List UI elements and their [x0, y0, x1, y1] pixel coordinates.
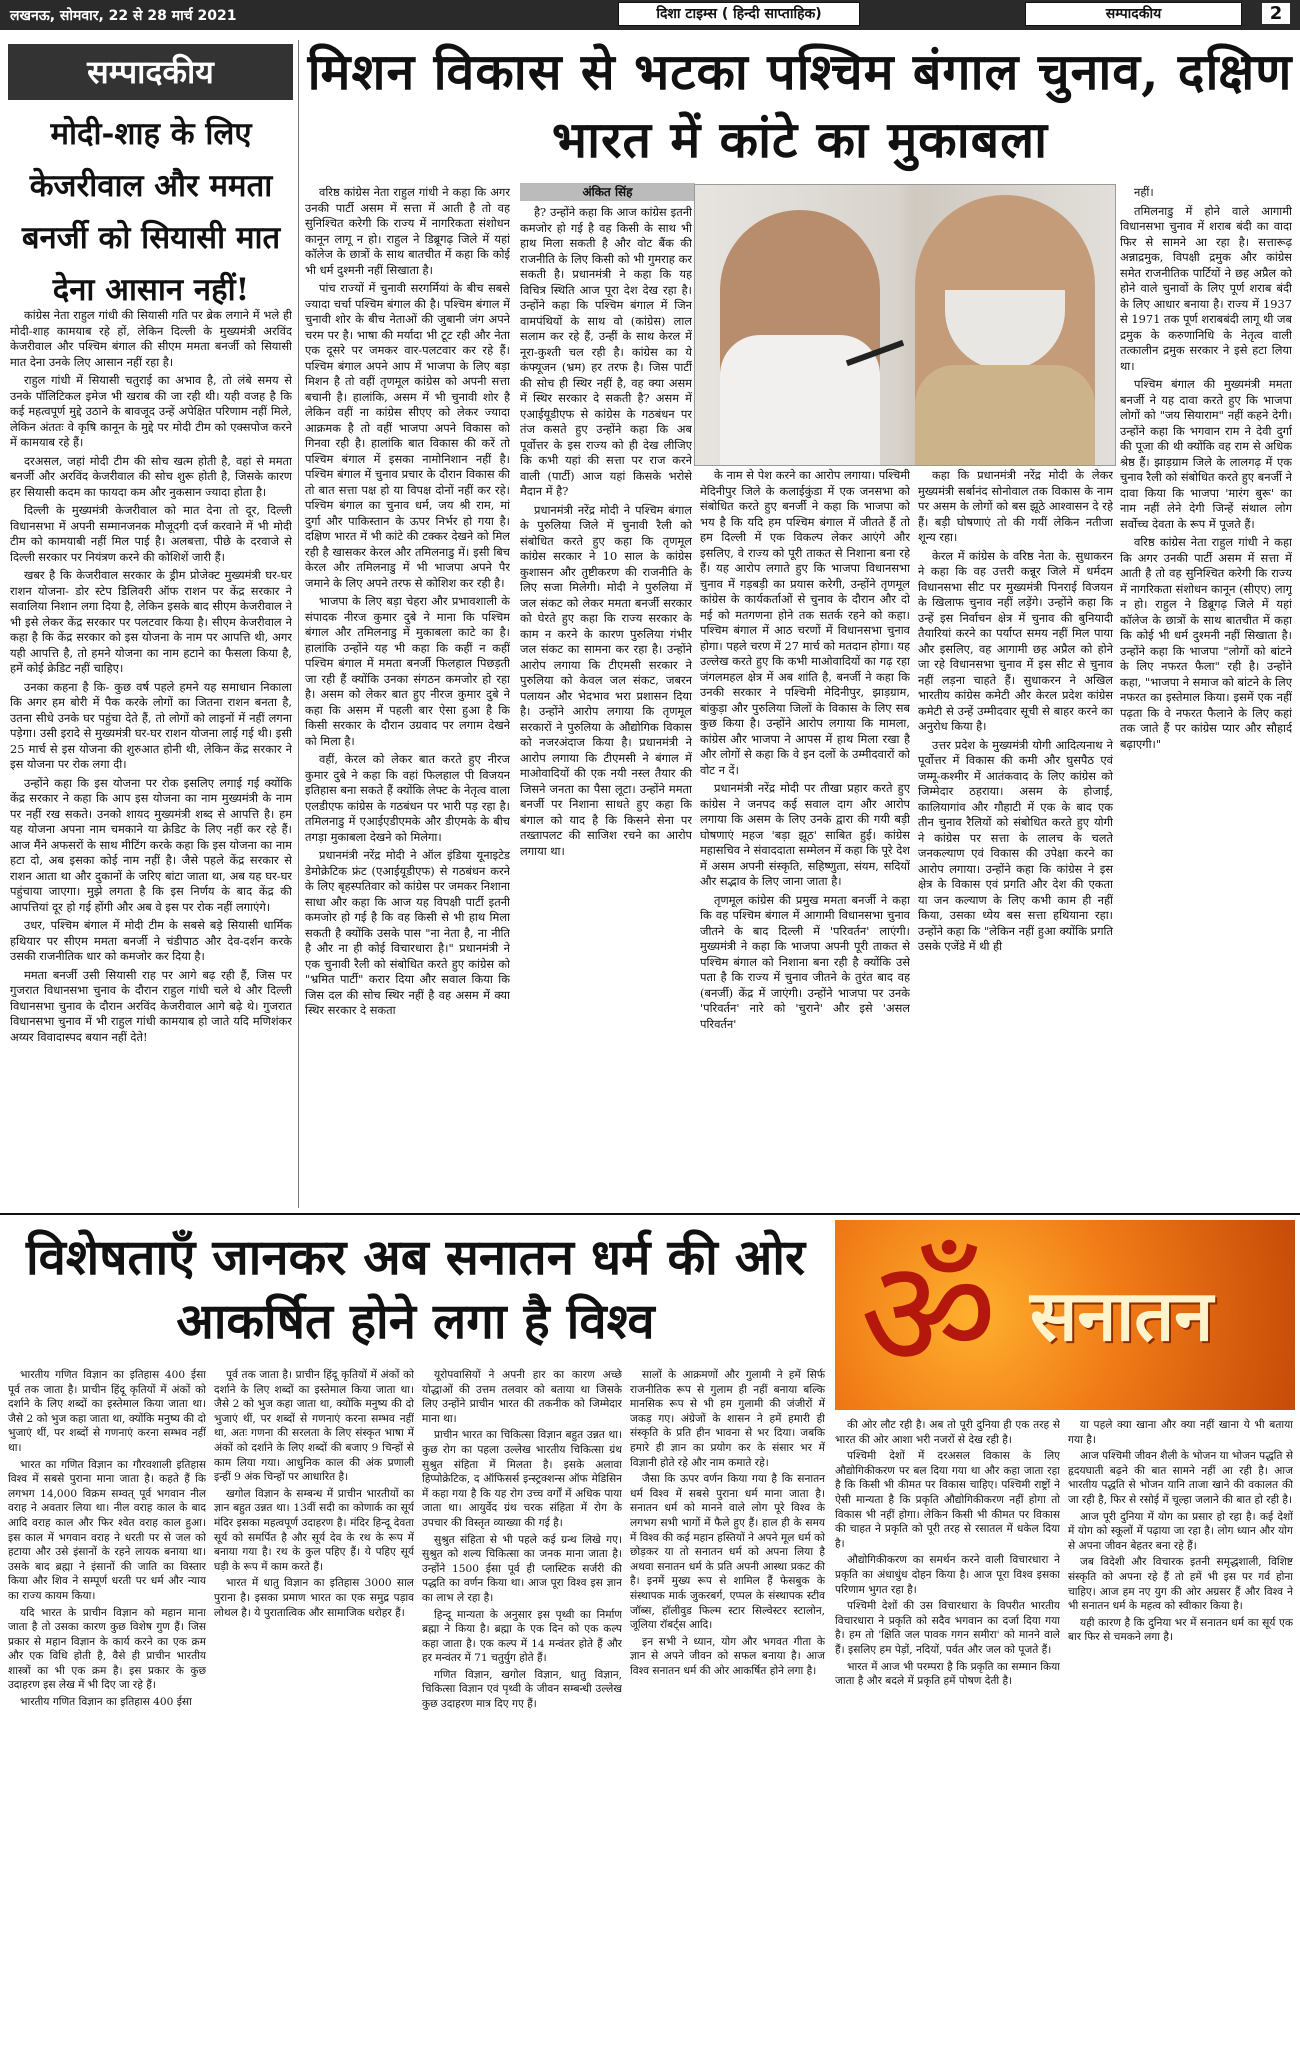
- bengal-column-1: [305, 185, 510, 1205]
- paragraph: तृणमूल कांग्रेस की प्रमुख ममता बनर्जी ने कहा कि वह पश्चिम बंगाल में आगामी विधानसभा चुनाव जीतने के बाद दिल्ली में 'परिवर्तन' लाएंगी। मुख्यमंत्री ने कहा कि भाजपा अपनी पूरी ताकत से पश्चिम बंगाल को निशाना बना रही है क्योंकि उसे पता है कि राज्य में चुनाव जीतने के तुरंत बाद वह (बनर्जी) केंद्र में जाएंगी। उन्होंने भाजपा पर उनके 'परिवर्तन' नारे को 'चुराने' और इसे 'असल परिवर्तन': [700, 892, 910, 1031]
- paragraph: प्रधानमंत्री नरेंद्र मोदी पर तीखा प्रहार करते हुए कांग्रेस ने जनपद कई सवाल दाग और आरोप लगाया कि असम के लिए उनके द्वारा की गयी बड़ी घोषणाएं महज 'बड़ा झूठ' साबित हुई। कांग्रेस महासचिव ने संवाददाता सम्मेलन में कहा कि पूरे देश में असम अपनी संस्कृति, सहिष्णुता, संयम, सदियों और सद्भाव के लिए जाना जाता है।: [700, 781, 910, 888]
- paragraph: जैसा कि ऊपर वर्णन किया गया है कि सनातन धर्म विश्व में सबसे पुराना धर्म माना जाता है। सनातन धर्म को मानने वाले लोग पूरे विश्व के लगभग सभी भागों में फैले हुए हैं। हाल ही के समय में विश्व की कई महान हस्तियों ने अपने मूल धर्म को छोड़कर या तो सनातन धर्म को अपना लिया है अथवा सनातन धर्म के प्रति अपनी आस्था प्रकट की है। इनमें मुख्य रूप से शामिल हैं फेसबुक के संस्थापक मार्क जुकरबर्ग, एप्पल के संस्थापक स्टीव जॉब्स, हॉलीवुड फिल्म स्टार सिल्वेस्टर स्टालोन, जूलिया रॉबर्ट्स आदि।: [630, 1473, 825, 1632]
- paragraph: उत्तर प्रदेश के मुख्यमंत्री योगी आदित्यनाथ ने पूर्वोत्तर में विकास की कमी और घुसपैठ एवं जम्मू-कश्मीर में आतंकवाद के लिए कांग्रेस को जिम्मेदार ठहराया। असम के होजाई, कालियागांव और गौहाटी में एक के बाद एक तीन चुनाव रैलियों को संबोधित करते हुए योगी ने कांग्रेस पर सत्ता के लालच के चलते जनकल्याण एवं विकास की उपेक्षा करने का आरोप लगाया। उन्होंने कहा कि कांग्रेस ने इस क्षेत्र के विकास एवं प्रगति और देश की एकता या जन कल्याण के लिए कभी काम ही नहीं किया, उसका ध्येय बस सत्ता हथियाना रहा। उन्होंने कहा कि "लेकिन नहीं हुआ क्योंकि प्रगति उसके एजेंडे में थी ही: [918, 737, 1113, 953]
- om-symbol-icon: ॐ: [860, 1228, 997, 1402]
- paragraph: उधर, पश्चिम बंगाल में मोदी टीम के सबसे बड़े सियासी धार्मिक हथियार पर सीएम ममता बनर्जी ने चंडीपाठ और देव-दर्शन करके उसकी राजनीतिक धार को कमजोर कर दिया है।: [10, 918, 292, 963]
- paragraph: यदि भारत के प्राचीन विज्ञान को महान माना जाता है तो उसका कारण कुछ विशेष गुण हैं। जिस प्रकार से महान विज्ञान के कार्य करने का एक क्रम और एक विधि होती है, वैसे ही प्राचीन भारतीय शास्त्रों का भी एक क्रम है। इस प्रकार के कुछ उदाहरण इस लेख में भी दिए जा रहे हैं।: [8, 1606, 206, 1692]
- paragraph: यूरोपवासियों ने अपनी हार का कारण अच्छे योद्धाओं की उत्तम तलवार को बताया था जिसके लिए उन्होंने प्राचीन भारत की तकनीक को जिम्मेदार माना था।: [422, 1369, 622, 1425]
- paragraph: राहुल गांधी में सियासी चतुराई का अभाव है, तो लंबे समय से उनके पॉलिटिकल इमेज भी खराब की जा रही थी। यही वजह है कि कई महत्वपूर्ण मुद्दे उठाने के बावजूद उन्हें अपेक्षित परिणाम नहीं मिले, लेकिन अंततः वे कृषि कानून के मुद्दे पर मोदी टीम को एक्सपोज करने में कामयाब रहे हैं।: [10, 373, 292, 449]
- bengal-column-5: [918, 468, 1113, 1205]
- paragraph: या पहले क्या खाना और क्या नहीं खाना ये भी बताया गया है।: [1068, 1419, 1293, 1446]
- page-number: 2: [1262, 3, 1290, 24]
- sanatan-column-3: [422, 1368, 622, 2043]
- paragraph: जब विदेशी और विचारक इतनी समृद्धशाली, विशिष्ट संस्कृति को अपना रहे हैं तो हमें भी इस पर गर्व होना चाहिए। आज हम नए युग की ओर अग्रसर हैं और विश्व ने भी सनातन धर्म के महत्व को स्वीकार किया है।: [1068, 1556, 1293, 1613]
- paragraph: सुश्रुत संहिता से भी पहले कई ग्रन्थ लिखे गए। सुश्रुत को शल्य चिकित्सा का जनक माना जाता है। उन्होंने 1500 ईसा पूर्व ही प्लास्टिक सर्जरी की पद्धति का वर्णन किया था। आज पूरा विश्व इस ज्ञान का लाभ ले रहा है।: [422, 1533, 622, 1604]
- editorial-body: [10, 308, 292, 1203]
- sanatan-column-6: [1068, 1418, 1293, 2043]
- paragraph: खबर है कि केजरीवाल सरकार के ड्रीम प्रोजेक्ट मुख्यमंत्री घर-घर राशन योजना- डोर स्टेप डिलिवरी ऑफ राशन पर केंद्र सरकार ने सवालिया निशान लगा दिया है, लेकिन इसके बाद सीएम केजरीवाल ने भी इसे लेकर केंद्र सरकार पर पलटवार किया है। सीएम केजरीवाल ने कहा है कि केंद्र सरकार को इस योजना के नाम पर आपत्ति थी, अगर यही आपत्ति है, तो हमने योजना का नाम हटाने का फैसला किया है, हमें कोई क्रेडिट नहीं चाहिए।: [10, 568, 292, 675]
- paragraph: सालों के आक्रमणों और गुलामी ने हमें सिर्फ राजनीतिक रूप से गुलाम ही नहीं बनाया बल्कि मानसिक रूप से भी हम गुलामी की जंजीरों में जकड़ गए। अंग्रेजों के शासन ने हमें हमारी ही संस्कृति के प्रति हीन भावना से भर दिया। जबकि हमारे ही ज्ञान का प्रयोग कर के संसार भर में विज्ञानी होते रहे और नाम कमाते रहे।: [630, 1369, 825, 1469]
- paragraph: हिन्दू मान्यता के अनुसार इस पृथ्वी का निर्माण ब्रह्मा ने किया है। ब्रह्मा के एक दिन को एक कल्प कहा जाता है। एक कल्प में 14 मन्वंतर होते हैं और हर मन्वंतर में 71 चतुर्युग होते हैं।: [422, 1608, 622, 1665]
- paragraph: भाजपा के लिए बड़ा चेहरा और प्रभावशाली के संपादक नीरज कुमार दुबे ने माना कि पश्चिम बंगाल और तमिलनाडु में मुकाबला काटे का है। हालांकि उन्होंने यह भी कहा कि कहीं न कहीं पश्चिम बंगाल में ममता बनर्जी फिलहाल पिछड़ती जा रही हैं क्योंकि उनका संगठन कमजोर हो रहा है। असम को लेकर बात हुए नीरज कुमार दुबे ने कहा कि असम में पहली बार ऐसा हुआ है कि किसी सरकार के दौरान उग्रवाद पर लगाम देखने को मिला है।: [305, 594, 510, 748]
- bengal-column-3: [520, 205, 692, 1205]
- paragraph: यही कारण है कि दुनिया भर में सनातन धर्म का सूर्य एक बार फिर से चमकने लगा है।: [1068, 1616, 1293, 1644]
- paragraph: आज पूरी दुनिया में योग का प्रसार हो रहा है। कई देशों में योग को स्कूलों में पढ़ाया जा रहा है। लोग ध्यान और योग से अपना जीवन बेहतर बना रहे हैं।: [1068, 1510, 1293, 1552]
- issue-date: लखनऊ, सोमवार, 22 से 28 मार्च 2021: [10, 8, 237, 24]
- paragraph: खगोल विज्ञान के सम्बन्ध में प्राचीन भारतीयों का ज्ञान बहुत उन्नत था। 13वीं सदी का कोणार्क का सूर्य मंदिर इसका महत्वपूर्ण उदाहरण है। मंदिर हिन्दू देवता सूर्य को समर्पित है और सूर्य देव के रथ के रूप में बनाया गया है। रथ के कुल पहिए हैं। ये पहिए सूर्य घड़ी के रूप में काम करते हैं।: [214, 1487, 414, 1573]
- person-left: [720, 210, 880, 465]
- paragraph: दिल्ली के मुख्यमंत्री केजरीवाल को मात देना तो दूर, दिल्ली विधानसभा में अपनी सम्मानजनक मौजूदगी दर्ज करवाने में भी मोदी टीम को कामयाबी नहीं मिल पाई है। अलबत्ता, पीछे के दरवाजे से दिल्ली सरकार पर नियंत्रण करने की कोशिशें जारी हैं।: [10, 503, 292, 564]
- paragraph: है? उन्होंने कहा कि आज कांग्रेस इतनी कमजोर हो गई है वह किसी के साथ भी हाथ मिला सकती है और वोट बैंक की राजनीति के लिए किसी को भी गुमराह कर सकती है। प्रधानमंत्री ने कहा कि यह विचित्र स्थिति आज पूरा देश देख रहा है। उन्होंने कहा कि पश्चिम बंगाल में जिन वामपंथियों के साथ वो (कांग्रेस) लाल सलाम कर रहे हैं, उन्हीं के साथ केरल में नूरा-कुश्ती चल रही है। कांग्रेस का ये कंफ्यूजन (भ्रम) हर तरफ है। जिस पार्टी की सोच ही स्थिर नहीं है, वह क्या असम में स्थिर सरकार दे सकती है? असम में एआईयूडीएफ से कांग्रेस के गठबंधन पर तंज कसते हुए उन्होंने कहा कि अब पूर्वोत्तर के इस राज्य को ही देख लीजिए कि कभी यहां की सत्ता पर राज करने वाली (पार्टी) आज यहां किसके भरोसे मैदान में है?: [520, 205, 692, 498]
- bengal-headline: मिशन विकास से भटका पश्चिम बंगाल चुनाव, दक्षिण भारत में कांटे का मुकाबला: [307, 42, 1293, 169]
- paragraph: आज पश्चिमी जीवन शैली के भोजन या भोजन पद्धति से हृदयघाती बढ़ने की बात सामने नहीं आ रही है। आज भारतीय पद्धति से भोजन यानि ताजा खाने की वकालत की जा रही है, फिर से रसोई में चूल्हा जलाने की बात हो रही है।: [1068, 1450, 1293, 1506]
- paragraph: कहा कि प्रधानमंत्री नरेंद्र मोदी के लेकर मुख्यमंत्री सर्बानंद सोनोवाल तक विकास के नाम पर असम के लोगों को बस झूठे आश्वासन दे रहे हैं। बड़ी घोषणाएं तो की गयीं लेकिन नतीजा शून्य रहा।: [918, 468, 1113, 544]
- paragraph: तमिलनाडु में होने वाले आगामी विधानसभा चुनाव में शराब बंदी का वादा फिर से सामने आ रहा है। सत्तारूढ़ अन्नाद्रमुक, विपक्षी द्रमुक और कांग्रेस समेत राजनीतिक पार्टियों ने छह अप्रैल को होने वाले चुनावों के लिए पूर्ण शराब बंदी के लिए आधार बनाया है। राज्य में 1937 से 1971 तक पूर्ण शराबबंदी लागू थी जब द्रमुक के करुणानिधि के नेतृत्व वाली तत्कालीन द्रमुक सरकार ने इसे हटा लिया था।: [1120, 203, 1292, 373]
- paragraph: पश्चिमी देशों की उस विचारधारा के विपरीत भारतीय विचारधारा ने प्रकृति को सदैव भगवान का दर्जा दिया गया है। हम तो 'क्षिति जल पावक गगन समीरा' को मानने वाले हैं। इसलिए हम पेड़ों, नदियों, पर्वत और जल को पूजते हैं।: [835, 1600, 1060, 1656]
- section-separator: [0, 1213, 1300, 1215]
- paragraph: उनका कहना है कि- कुछ वर्ष पहले हमने यह समाधान निकाला कि अगर हम बोरी में पैक करके लोगों का जितना राशन बनता है, उतना सीधे उनके घर पहुंचा देते हैं, तो लोगों को लाइनों में नहीं लगना पड़ेगा। उसी इरादे से मुख्यमंत्री घर-घर राशन योजना लाई गई थी। इसी 25 मार्च से इस योजना की शुरुआत होनी थी, लेकिन केंद्र सरकार ने इस योजना पर रोक लगा दी।: [10, 679, 292, 771]
- paragraph: वहीं, केरल को लेकर बात करते हुए नीरज कुमार दुबे ने कहा कि वहां फिलहाल पी विजयन इतिहास बना सकते हैं क्योंकि लेफ्ट के नेतृत्व वाला एलडीएफ कांग्रेस के गठबंधन पर भारी पड़ रहा है। तमिलनाडु में एआईएडीएमके और डीएमके के बीच तगड़ा मुकाबला देखने को मिलेगा।: [305, 752, 510, 844]
- paragraph: ममता बनर्जी उसी सियासी राह पर आगे बढ़ रही हैं, जिस पर गुजरात विधानसभा चुनाव के दौरान राहुल गांधी चले थे और दिल्ली विधानसभा चुनाव के दौरान अरविंद केजरीवाल आगे बढ़े थे। गुजरात विधानसभा चुनाव में भी राहुल गांधी कामयाब हो जाते यदि मणिशंकर अय्यर विवादास्पद बयान नहीं देते!: [10, 967, 292, 1044]
- paragraph: भारतीय गणित विज्ञान का इतिहास 400 ईसा पूर्व तक जाता है। प्राचीन हिंदू कृतियों में अंकों को दर्शाने के लिए शब्दों का इस्तेमाल किया जाता था। जैसे 2 को भुज कहा जाता था, क्योंकि मनुष्य की दो भुजाएं थीं, पर शब्दों से गणनाएं करना सम्भव नहीं था।: [8, 1369, 206, 1454]
- paragraph: वरिष्ठ कांग्रेस नेता राहुल गांधी ने कहा कि अगर उनकी पार्टी असम में सत्ता में आती है तो वह सुनिश्चित करेगी कि राज्य में नागरिकता संशोधन कानून लागू न हो। राहुल ने डिब्रूगढ़ जिले में यहां कॉलेज के छात्रों के साथ बातचीत में कहा कि कोई भी धर्म दुश्मनी नहीं सिखाता है।: [305, 185, 510, 277]
- sanatan-image-text: सनातन: [1030, 1274, 1214, 1357]
- leaders-photo: [694, 184, 1116, 466]
- paragraph: वरिष्ठ कांग्रेस नेता राहुल गांधी ने कहा कि अगर उनकी पार्टी असम में सत्ता में आती है तो वह सुनिश्चित करेगी कि राज्य में नागरिकता संशोधन कानून (सीएए) लागू न हो। राहुल ने डिब्रूगढ़ जिले में यहां कॉलेज के छात्रों के साथ बातचीत में कहा कि कोई भी धर्म दुश्मनी नहीं सिखाता है। उन्होंने कहा कि भाजपा "लोगों को बांटने के लिए नफरत फैला" रही है। उन्होंने कहा, "भाजपा ने समाज को बांटने के लिए नफरत का इस्तेमाल किया। इसमें एक नहीं पढ़ता कि वे नफरत फैलाने के लिए कहां तक जाते हैं पर कांग्रेस प्यार और सौहार्द बढ़ाएगी।": [1120, 535, 1292, 751]
- paragraph: प्राचीन भारत का चिकित्सा विज्ञान बहुत उन्नत था। कुछ रोग का पहला उल्लेख भारतीय चिकित्सा ग्रंथ सुश्रुत संहिता में मिलता है। इसके अलावा हिप्पोक्रेटिक, द ऑफिसर्स इन्स्ट्रक्शन्स ऑफ मेडिसिन में कहा गया है कि यह रोग उच्च वर्गों में अधिक पाया जाता था। आयुर्वेद ग्रंथ चरक संहिता में रोग के उपचार की विस्तृत व्याख्या की गई है।: [422, 1429, 622, 1529]
- paragraph: दरअसल, जहां मोदी टीम की सोच खत्म होती है, वहां से ममता बनर्जी और अरविंद केजरीवाल की सोच शुरू होती है, जिसके कारण हर सियासी कदम का फायदा कम और नुकसान ज्यादा होता है।: [10, 453, 292, 499]
- bengal-column-4: [700, 468, 910, 1205]
- paragraph: की ओर लौट रही है। अब तो पूरी दुनिया ही एक तरह से भारत की ओर आशा भरी नजरों से देख रही है।: [835, 1419, 1060, 1446]
- paragraph: भारतीय गणित विज्ञान का इतिहास 400 ईसा: [20, 1696, 192, 1709]
- paragraph: उन्होंने कहा कि इस योजना पर रोक इसलिए लगाई गई क्योंकि केंद्र सरकार ने कहा कि आप इस योजना का नाम मुख्यमंत्री के नाम पर नहीं रख सकते। उनको शायद मुख्यमंत्री शब्द से आपत्ति है। हम यह योजना अपना नाम चमकाने या क्रेडिट के लिए नहीं कर रहे हैं। आज मैंने अफसरों के साथ मीटिंग करके कहा कि इस योजना का नाम हटा दो, अब इसका कोई नाम नहीं है। जैसे पहले केंद्र सरकार से राशन आता था और दुकानों के जरिए बांटा जाता था, अब यह घर-घर पहुंचाया जाएगा। मुझे लगता है कि इस निर्णय के बाद केंद्र की आपत्तियां दूर हो गई होंगी और अब वे इस पर रोक नहीं लगाएंगे।: [10, 775, 292, 914]
- paragraph: प्रधानमंत्री नरेंद्र मोदी ने ऑल इंडिया यूनाइटेड डेमोक्रेटिक फ्रंट (एआईयूडीएफ) से गठबंधन करने के लिए बृहस्पतिवार को कांग्रेस पर जमकर निशाना साधा और कहा कि आज यह विपक्षी पार्टी इतनी कमजोर हो गई है कि वह किसी से भी हाथ मिला सकती है क्योंकि उसके पास "ना नेता है, ना नीति है और ना ही कोई विचारधारा है।" प्रधानमंत्री ने एक चुनावी रैली को संबोधित करते हुए कांग्रेस को "भ्रमित पार्टी" करार दिया और सवाल किया कि जिस दल की सोच स्थिर नहीं है वह असम में क्या स्थिर सरकार दे सकता: [305, 848, 510, 1017]
- sanatan-column-5: [835, 1418, 1060, 2043]
- paragraph: इन सभी ने ध्यान, योग और भगवत गीता के ज्ञान से अपने जीवन को सफल बनाया है। आज विश्व सनातन धर्म की ओर आकर्षित होने लगा है।: [630, 1635, 825, 1677]
- sanatan-column-2: [214, 1368, 414, 2043]
- byline: अंकित सिंह: [520, 183, 695, 201]
- sanatan-column-4: [630, 1368, 825, 2043]
- editorial-headline: मोदी-शाह के लिए केजरीवाल और ममता बनर्जी को सियासी मात देना आसान नहीं!: [21, 116, 281, 308]
- paragraph: नहीं।: [1134, 185, 1154, 199]
- editorial-label: सम्पादकीय: [8, 44, 293, 100]
- person-right: [915, 195, 1095, 465]
- paragraph: केरल में कांग्रेस के वरिष्ठ नेता के. सुधाकरन ने कहा कि वह उत्तरी कन्नूर जिले में धर्मदम विधानसभा सीट पर मुख्यमंत्री पिनराई विजयन के खिलाफ चुनाव नहीं लड़ेंगे। उन्होंने कहा कि उन्हें इस निर्वाचन क्षेत्र में चुनाव की बुनियादी तैयारियां करने का पर्याप्त समय नहीं मिल पाया और इसलिए, वह आगामी छह अप्रैल को होने जा रहे विधानसभा चुनाव में इस सीट से चुनाव नहीं लड़ना चाहते हैं। सुधाकरन ने अखिल भारतीय कांग्रेस कमेटी और केरल प्रदेश कांग्रेस कमेटी से उन्हें उम्मीदवार सूची से बाहर करने का अनुरोध किया है।: [918, 548, 1113, 733]
- section-name: सम्पादकीय: [1025, 2, 1242, 26]
- paragraph: के नाम से पेश करने का आरोप लगाया। पश्चिमी मेदिनीपुर जिले के कलाईकुंडा में एक जनसभा को संबोधित करते हुए बनर्जी ने कहा कि भाजपा को भय है कि यदि हम पश्चिम बंगाल में जीतते हैं तो हम दिल्ली में एक विकल्प लेकर आएंगे और इसलिए, वे राज्य को पूरी ताकत से निशाना बना रहे हैं। यह आरोप लगाते हुए कि भाजपा विधानसभा चुनाव में गड़बड़ी का प्रयास करेगी, उन्होंने तृणमूल कांग्रेस के कार्यकर्ताओं से चुनाव के दौरान और दो मई को मतगणना होने तक सतर्क रहने को कहा। पश्चिम बंगाल में आठ चरणों में विधानसभा चुनाव होगा। पहले चरण में 27 मार्च को मतदान होगा। यह उल्लेख करते हुए कि कभी माओवादियों का गढ़ रहा जंगलमहल क्षेत्र में अब शांति है, बनर्जी ने कहा कि उनकी सरकार ने पश्चिमी मेदिनीपुर, झाड़ग्राम, बांकुड़ा और पुरुलिया जिलों के विकास के लिए सब कुछ किया है। उन्होंने आरोप लगाया कि मामला, कांग्रेस और भाजपा ने आपस में हाथ मिला रखा है और लोगों से कहा कि वे इन दलों के उम्मीदवारों को वोट न दें।: [700, 468, 910, 777]
- paragraph: पश्चिम बंगाल की मुख्यमंत्री ममता बनर्जी ने यह दावा करते हुए कि भाजपा लोगों को "जय सियाराम" नहीं कहने देगी। उन्होंने कहा कि भगवान राम ने देवी दुर्गा की पूजा की थी क्योंकि वह राम से अधिक श्रेष्ठ हैं। झाड़ग्राम जिले के लालगढ़ में एक चुनाव रैली को संबोधित करते हुए बनर्जी ने दावा किया कि भाजपा 'मारंग बुरू' का नाम नहीं लेने देगी जिन्हें संथाल लोग सर्वोच्च देवता के रूप में पूजते हैं।: [1120, 377, 1292, 531]
- column-divider: [298, 40, 299, 1208]
- page-header: [0, 0, 1300, 30]
- bengal-column-6: [1120, 185, 1292, 1205]
- paper-name: दिशा टाइम्स ( हिन्दी साप्ताहिक): [618, 2, 860, 26]
- paragraph: गणित विज्ञान, खगोल विज्ञान, धातु विज्ञान, चिकित्सा विज्ञान एवं पृथ्वी के जीवन सम्बन्धी उल्लेख कुछ उदाहरण मात्र दिए गए हैं।: [422, 1668, 622, 1711]
- sanatan-column-1: [8, 1368, 206, 2043]
- sanatan-headline: विशेषताएँ जानकर अब सनातन धर्म की ओर आकर्षित होने लगा है विश्व: [25, 1228, 806, 1350]
- paragraph: प्रधानमंत्री नरेंद्र मोदी ने पश्चिम बंगाल के पुरुलिया जिले में चुनावी रैली को संबोधित करते हुए कहा कि तृणमूल कांग्रेस सरकार ने 10 साल के कांग्रेस कुशासन और तुष्टीकरण की राजनीति के लिए सजा मिलेगी। मोदी ने पुरुलिया में जल संकट को लेकर ममता बनर्जी सरकार को घेरते हुए कहा कि राज्य सरकार के काम न करने के कारण पुरुलिया गंभीर जल संकट का सामना कर रहा है। उन्होंने आरोप लगाया कि टीएमसी सरकार ने पुरुलिया को केवल जल संकट, जबरन पलायन और भेदभाव भरा प्रशासन दिया है। उन्होंने आरोप लगाया कि तृणमूल सरकारों ने पुरुलिया के औद्योगिक विकास को नजरअंदाज किया है। प्रधानमंत्री ने आरोप लगाया कि टीएमसी ने बंगाल में माओवादियों की एक नयी नस्ल तैयार की जिसने जनता का पैसा लूटा। उन्होंने ममता बनर्जी पर निशाना साधते हुए कहा कि बंगाल को याद है कि किसने सेना पर तख्तापलट की साजिश रचने का आरोप लगाया था।: [520, 502, 692, 858]
- paragraph: औद्योगिकीकरण का समर्थन करने वाली विचारधारा ने प्रकृति का अंधाधुंध दोहन किया है। आज पूरा विश्व इसका परिणाम भुगत रहा है।: [835, 1554, 1060, 1596]
- paragraph: भारत में आज भी परम्परा है कि प्रकृति का सम्मान किया जाता है और बदले में प्रकृति हमें पोषण देती है।: [835, 1660, 1060, 1688]
- paragraph: पांच राज्यों में चुनावी सरगर्मियां के बीच सबसे ज्यादा चर्चा पश्चिम बंगाल की है। पश्चिम बंगाल में चुनावी शोर के बीच नेताओं की जुबानी जंग अपने चरम पर है। भाषा की मर्यादा भी टूट रही और नेता एक दूसरे पर जमकर वार-पलटवार कर रहे हैं। पश्चिम बंगाल अपने आप में भाजपा के लिए बड़ा मिशन है तो वहीं तृणमूल कांग्रेस को अपनी सत्ता बचानी है। हालांकि, असम में भी चुनावी शोर है लेकिन वहीं ना कांग्रेस सीएए को लेकर ज्यादा आक्रमक है तो वहीं भाजपा अपने विकास को गिनवा रही है। हालांकि बात विकास की करें तो पश्चिम बंगाल में इसका नामोनिशान नहीं है। पश्चिम बंगाल में चुनाव प्रचार के दौरान विकास की तो बात सत्ता पक्ष हो या विपक्ष दोनों नहीं कर रहे। पश्चिम बंगाल का चुनाव धर्म, जय श्री राम, मां दुर्गा और पाकिस्तान के ऊपर निर्भर हो गया है। दक्षिण भारत में भी कांटे की टक्कर देखने को मिल रही है खासकर केरल और तमिलनाडु में। इसी बिच केरल और तमिलनाडु में भी भाजपा अपने पैर जमाने के लिए अपने तरफ से कोशिश कर रही है।: [305, 281, 510, 590]
- paragraph: कांग्रेस नेता राहुल गांधी की सियासी गति पर ब्रेक लगाने में भले ही मोदी-शाह कामयाब रहे हों, लेकिन दिल्ली के मुख्यमंत्री अरविंद केजरीवाल और पश्चिम बंगाल की सीएम ममता बनर्जी को सियासी मात देना उनके लिए आसान नहीं रहा है।: [10, 308, 292, 369]
- paragraph: भारत में धातु विज्ञान का इतिहास 3000 साल पुराना है। इसका प्रमाण भारत का एक समुद्र पड़ाव लोथल है। ये पुरातात्विक और सामाजिक धरोहर हैं।: [214, 1577, 414, 1619]
- paragraph: पश्चिमी देशों में दरअसल विकास के लिए औद्योगिकीकरण पर बल दिया गया था और कहा जाता रहा है कि किसी भी कीमत पर विकास चाहिए। पश्चिमी राष्ट्रों ने ऐसी मान्यता है कि प्रकृति औद्योगिकीकरण नहीं होगा तो विकास भी नहीं होगा। लेकिन किसी भी कीमत पर विकास की चाहत ने प्रकृति को पूरी तरह से रसातल में धकेल दिया है।: [835, 1450, 1060, 1550]
- paragraph: पूर्व तक जाता है। प्राचीन हिंदू कृतियों में अंकों को दर्शाने के लिए शब्दों का इस्तेमाल किया जाता था। जैसे 2 को भुज कहा जाता था, क्योंकि मनुष्य की दो भुजाएं थीं, पर शब्दों से गणनाएं करना सम्भव नहीं था, अतः गणना की सरलता के लिए संस्कृत भाषा में अंकों को दर्शाने के लिए शब्दों की बजाए 9 चिन्हों से काम लिया गया। आधुनिक काल की अंक प्रणाली इन्हीं 9 अंक चिन्हों पर आधारित है।: [214, 1369, 414, 1484]
- sanatan-banner-image: [835, 1220, 1295, 1410]
- paragraph: भारत का गणित विज्ञान का गौरवशाली इतिहास विश्व में सबसे पुराना माना जाता है। कहते हैं कि लगभग 14,000 विक्रम सम्वत् पूर्व भगवान नील वराह ने अवतार लिया था। नील वराह काल के बाद आदि वराह काल और फिर श्वेत वराह काल हुआ। इस काल में भगवान वराह ने धरती पर से जल को हटाया और उसे इंसानों के रहने लायक बनाया था। उसके बाद ब्रह्मा ने इंसानों की जाति का विस्तार किया और शिव ने सम्पूर्ण धरती पर धर्म और न्याय का राज्य कायम किया।: [8, 1458, 206, 1602]
